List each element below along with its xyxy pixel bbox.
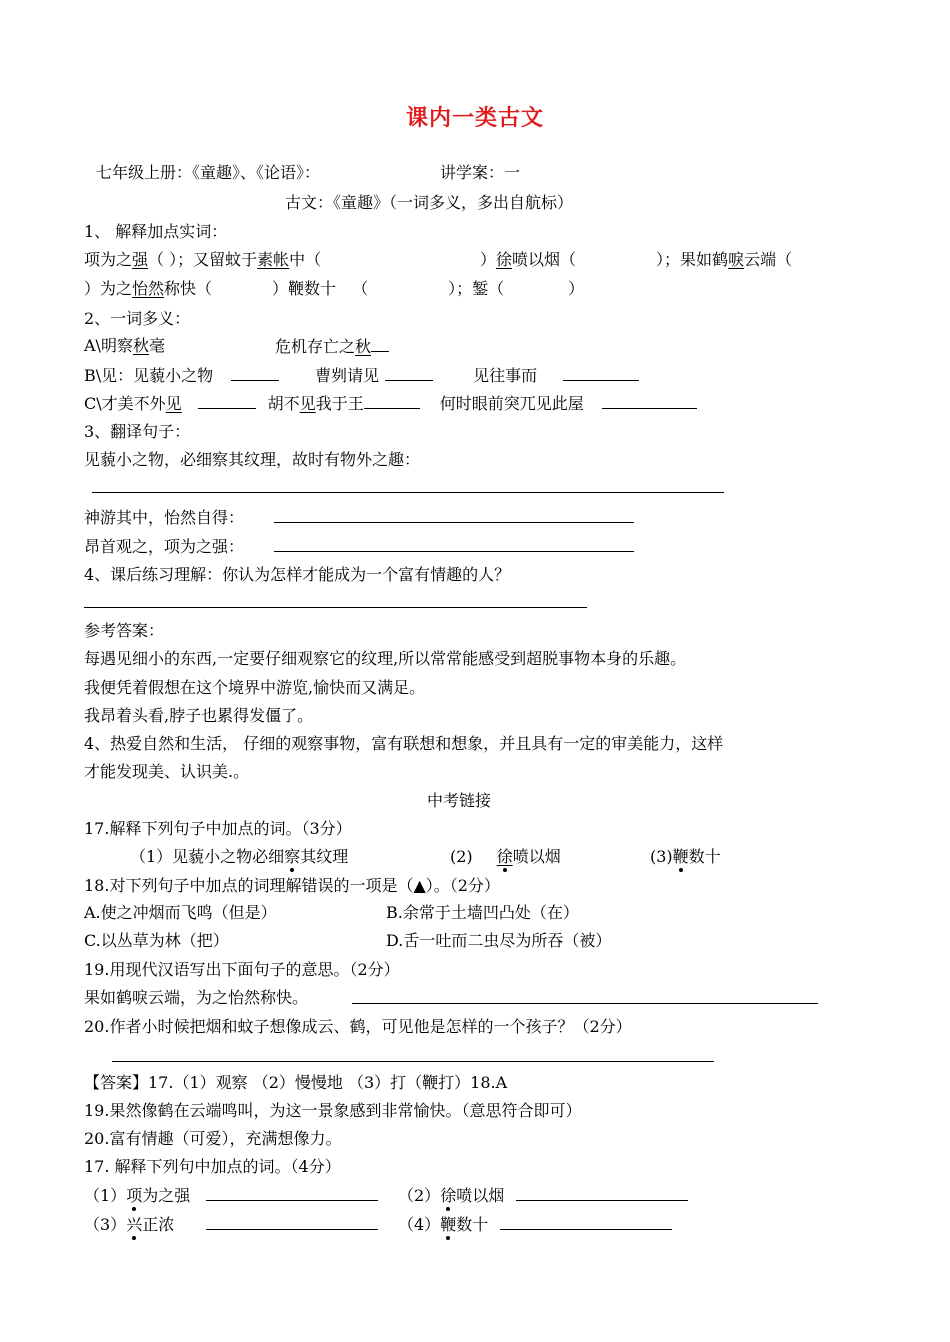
answer-3: 我昂着头看,脖子也累得发僵了。 — [84, 706, 314, 725]
answer-blank — [206, 1184, 378, 1201]
answer-4-line2: 才能发现美、认识美.。 — [84, 762, 250, 781]
q3-heading: 3、翻译句子： — [84, 422, 191, 441]
answer-line — [274, 522, 634, 523]
q1-line1-left: 项为之强（ ）；又留蚊于素帐中（ — [84, 250, 322, 269]
answers-heading: 参考答案： — [84, 621, 165, 640]
exam-q19: 19.用现代汉语写出下面句子的意思。（2分） — [84, 960, 400, 979]
exam-q20: 20.作者小时候把烟和蚊子想像成云、鹤，可见他是怎样的一个孩子？（2分） — [84, 1017, 632, 1036]
answer-blank — [602, 392, 697, 409]
exam-q18-option-d: D.舌一吐而二虫尽为所吞（被） — [386, 931, 612, 950]
exam-q18-option-a: A.使之冲烟而飞鸣（但是） — [84, 903, 277, 922]
final-row-1-right: （2）徐喷以烟 — [398, 1184, 688, 1207]
exam-q17-item-2: (2) 徐喷以烟 — [450, 847, 561, 866]
answer-line — [274, 551, 634, 552]
answer-blank — [516, 1184, 688, 1201]
exam-q18: 18.对下列句子中加点的词理解错误的一项是（▲）。（2分） — [84, 876, 500, 895]
answer-blank — [364, 392, 420, 409]
q3-sentence-2: 神游其中，怡然自得： — [84, 508, 245, 527]
header-grade: 七年级上册：《童趣》、《论语》： — [96, 163, 321, 182]
answer2-line3: 20.富有情趣（可爱），充满想像力。 — [84, 1129, 342, 1148]
page-title: 课内一类古文 — [405, 106, 544, 131]
q1-heading: 1、 解释加点实词： — [84, 222, 228, 241]
q2-a-left: A\明察秋毫 — [84, 336, 165, 355]
answer2-line4: 17. 解释下列句中加点的词。（4分） — [84, 1157, 341, 1176]
answer-blank — [563, 364, 639, 381]
header-subtitle: 古文：《童趣》（一词多义，多出自航标） — [285, 193, 574, 212]
answer-line — [112, 1061, 714, 1062]
exam-heading: 中考链接 — [427, 791, 492, 810]
final-row-2-left: （3）兴正浓 — [84, 1213, 378, 1236]
answer2-line2: 19.果然像鹤在云端鸣叫，为这一景象感到非常愉快。（意思符合即可） — [84, 1101, 582, 1120]
q3-sentence-3: 昂首观之，项为之强： — [84, 537, 245, 556]
header-plan: 讲学案：一 — [440, 163, 521, 182]
answer-line — [84, 607, 587, 608]
exam-q17-item-3: (3)鞭数十 — [650, 847, 721, 866]
answer-blank — [198, 392, 256, 409]
exam-q19-sentence: 果如鹤唳云端，为之怡然称快。 — [84, 988, 309, 1007]
exam-q17: 17.解释下列句子中加点的词。（3分） — [84, 819, 352, 838]
answer-2: 我便凭着假想在这个境界中游览,愉快而又满足。 — [84, 678, 426, 697]
final-row-2-right: （4）鞭数十 — [398, 1213, 672, 1236]
answer-4-line1: 4、热爱自然和生活， 仔细的观察事物，富有联想和想象，并且具有一定的审美能力，这样 — [84, 734, 724, 753]
q4-heading: 4、课后练习理解：你认为怎样才能成为一个富有情趣的人？ — [84, 565, 511, 584]
answer-blank — [500, 1213, 672, 1230]
answer-blank — [385, 364, 433, 381]
final-row-1-left: （1）项为之强 — [84, 1184, 378, 1207]
answer2-line1: 【答案】17.（1）观察 （2）慢慢地 （3）打（鞭打）18.A — [84, 1073, 508, 1092]
answer-blank — [206, 1213, 378, 1230]
answer-1: 每遇见细小的东西,一定要仔细观察它的纹理,所以常常能感受到超脱事物本身的乐趣。 — [84, 649, 687, 668]
exam-q17-item-1: （1）见藐小之物必细察其纹理 — [130, 847, 349, 866]
q2-b: B\见：见藐小之物 曹刿请见 见往事而 — [84, 364, 639, 387]
exam-q18-option-c: C.以丛草为林（把） — [84, 931, 229, 950]
q2-a-right: 危机存亡之秋 — [275, 335, 389, 358]
answer-line — [352, 1003, 818, 1004]
q1-line1-right: ）徐喷以烟（ ）；果如鹤唳云端（ — [480, 250, 793, 269]
q3-sentence-1: 见藐小之物，必细察其纹理，故时有物外之趣： — [84, 450, 421, 469]
exam-q18-option-b: B.余常于土墙凹凸处（在） — [386, 903, 579, 922]
answer-line — [92, 492, 724, 493]
q2-c: C\才美不外见 胡不见我于王 何时眼前突兀见此屋 — [84, 392, 697, 415]
q2-heading: 2、一词多义： — [84, 309, 191, 328]
answer-blank — [231, 364, 279, 381]
q1-line2: ）为之怡然称快（ ）鞭数十 （ ）；錾（ ） — [84, 279, 585, 298]
